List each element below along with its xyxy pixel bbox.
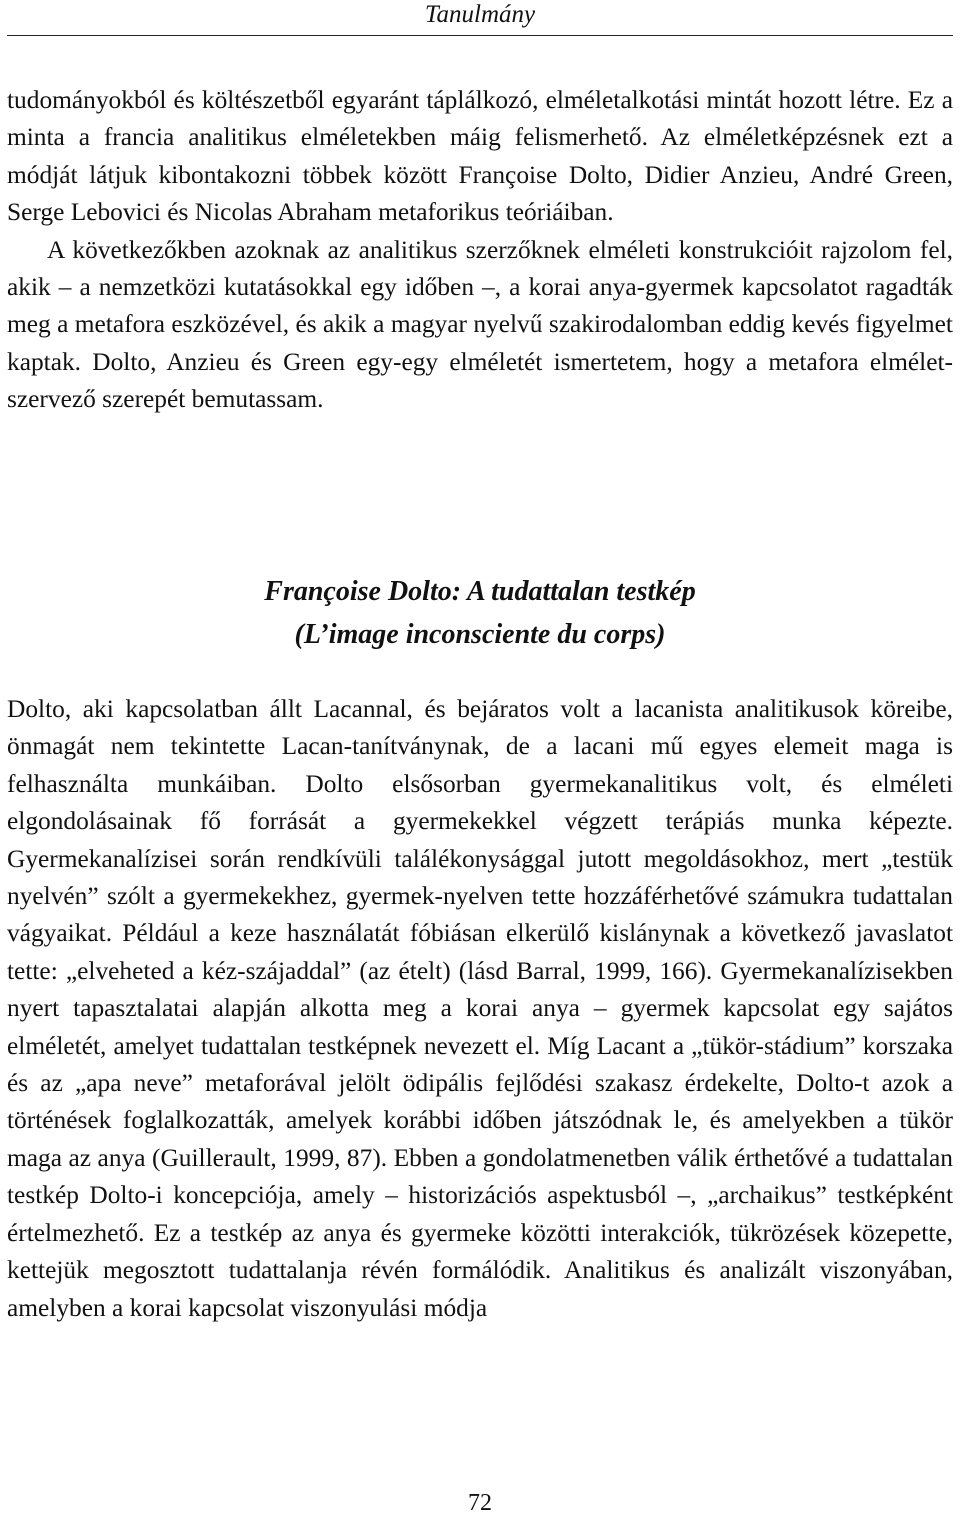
- section-title: [7, 570, 953, 656]
- page-number: 72: [468, 1490, 492, 1516]
- intro-paragraph: A következőkben azoknak az analitikus szerzőknek elméleti konstrukcióit rajzolom fel, akik – a nemzetközi kutatásokkal egy időben –, a korai anya-gyermek kapcsolatot ragadták meg a metafora eszközével, és akik a magyar nyelvű szakirodalomban eddig kevés figyelmet kaptak. Dolto, Anzieu és Green egy-egy elméletét ismertetem, hogy a metafora elmélet-szervező szerepét bemutassam.: [7, 235, 953, 414]
- section-title-line-2: (L’image inconsciente du corps): [294, 619, 666, 650]
- intro-paragraph-continued: tudományokból és költészetből egyaránt táplálkozó, elméletalkotási mintát hozott létre. Ez a minta a francia analitikus elméletekben máig felismerhető. Az elméletképzésnek ezt a módját látjuk kibontakozni többek között Françoise Dolto, Didier Anzieu, André Green, Serge Lebovici és Nicolas Abraham metaforikus teóriáiban.: [7, 86, 953, 227]
- header-divider: [7, 35, 953, 36]
- section-body: [7, 691, 953, 1327]
- section-body-paragraph: Dolto, aki kapcsolatban állt Lacannal, és bejáratos volt a lacanista analitikusok köreibe, önmagát nem tekintette Lacan-tanítványnak, de a lacani mű egyes elemeit maga is felhasználta munkáiban. Dolto elsősorban gyermekanalitikus volt, és elméleti elgondolásainak fő forrását a gyermekekkel végzett terápiás munka képezte. Gyermekanalízisei során rendkívüli találékonysággal jutott megoldásokhoz, mert „testük nyelvén” szólt a gyermekekhez, gyermek-nyelven tette hozzáférhetővé számukra tudattalan vágyaikat. Például a keze használatát fóbiásan elkerülő kislánynak a következő javaslatot tette: „elveheted a kéz-szájaddal” (az ételt) (lásd Barral, 1999, 166). Gyermekanalízisekben nyert tapasztalatai alapján alkotta meg a korai anya – gyermek kapcsolat egy sajátos elméletét, amelyet tudattalan testképnek nevezett el. Míg Lacant a „tükör-stádium” korszaka és az „apa neve” metaforával jelölt ödipális fejlődési szakasz érdekelte, Dolto-t azok a történések foglalkozatták, amelyek korábbi időben játszódnak le, és amelyekben a tükör maga az anya (Guillerault, 1999, 87). Ebben a gondolatmenetben válik érthetővé a tudattalan testkép Dolto-i koncepciója, amely – historizációs aspektusból –, „archaikus” testképként értelmezhető. Ez a testkép az anya és gyermeke közötti interakciók, tükrözések közepette, kettejük megosztott tudattalanja révén formálódik. Analitikus és analizált viszonyában, amelyben a korai kapcsolat viszonyulási módja: [7, 695, 953, 1322]
- running-head: Tanulmány: [424, 1, 536, 28]
- intro-text: [7, 82, 953, 419]
- section-title-line-1: Françoise Dolto: A tudattalan testkép: [264, 576, 696, 607]
